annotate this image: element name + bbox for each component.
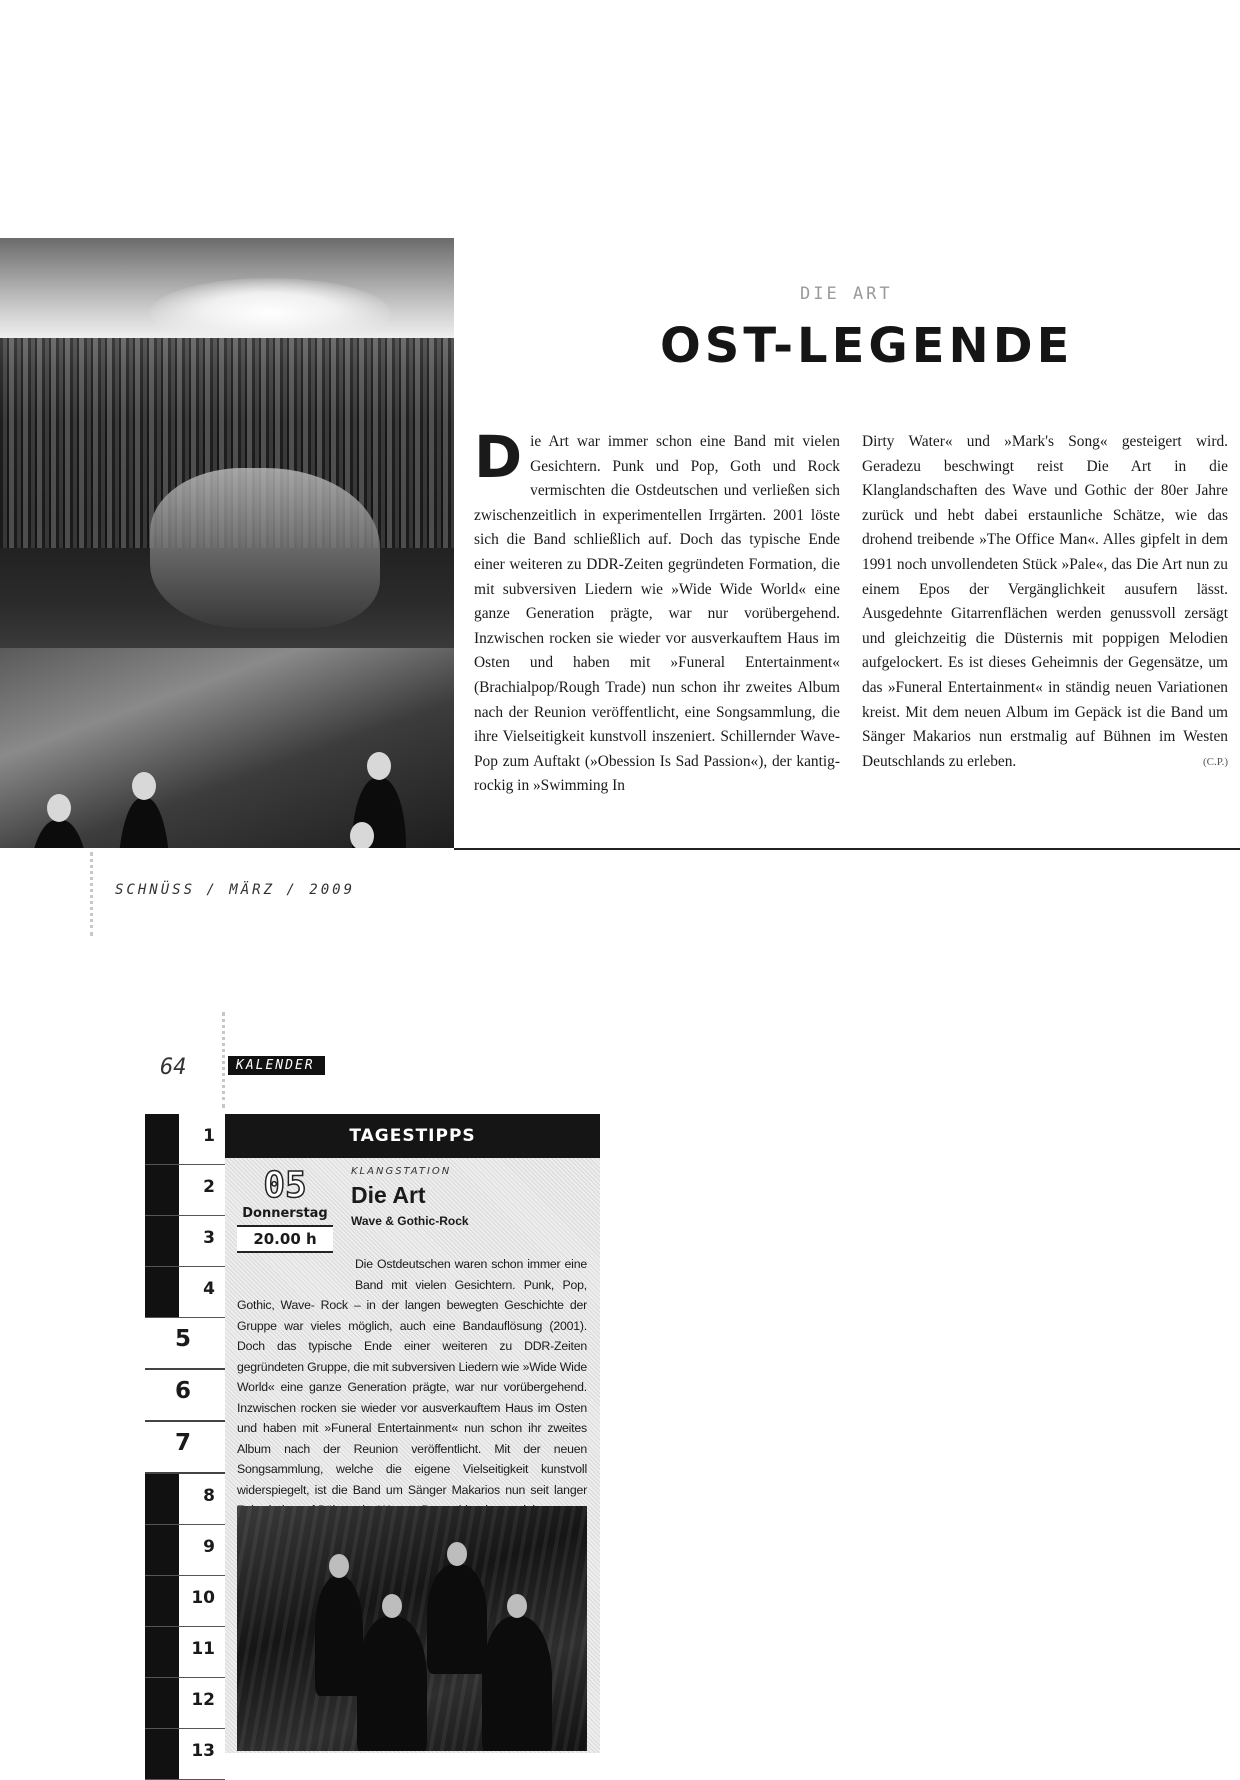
band-member (482, 1616, 552, 1751)
day-marker-bar (145, 1165, 179, 1215)
event-genre: Wave & Gothic-Rock (351, 1214, 469, 1228)
tips-header: TAGESTIPPS (225, 1114, 600, 1158)
day-number: 6 (175, 1378, 192, 1404)
calendar-day (145, 1318, 225, 1370)
band-member (315, 1576, 363, 1696)
day-marker-bar (145, 1576, 179, 1626)
lake (150, 468, 380, 628)
author-credit: (C.P.) (1202, 755, 1228, 768)
calendar-day (145, 1729, 225, 1780)
day-number: 13 (191, 1741, 215, 1761)
day-marker-bar (145, 1267, 179, 1317)
event-description (237, 1254, 587, 1521)
calendar-day (145, 1678, 225, 1729)
article-column-left (474, 423, 840, 799)
section-tag: KALENDER (228, 1056, 325, 1075)
day-number: 2 (203, 1177, 215, 1197)
event-weekday: Donnerstag (242, 1206, 328, 1221)
article-body (474, 423, 1240, 830)
article-kicker: DIE ART (800, 284, 893, 304)
band-photo-landscape (0, 238, 454, 848)
day-number: 9 (203, 1537, 215, 1557)
day-number: 8 (203, 1486, 215, 1506)
day-number: 1 (203, 1126, 215, 1146)
day-marker-bar (145, 1525, 179, 1575)
calendar-day (145, 1474, 225, 1525)
day-marker-bar (145, 1627, 179, 1677)
page-number: 64 (160, 1055, 187, 1080)
day-number: 4 (203, 1279, 215, 1299)
day-marker-bar (145, 1114, 179, 1164)
event-time: 20.00 h (237, 1225, 333, 1253)
day-marker-bar (145, 1729, 179, 1779)
day-marker-bar (145, 1474, 179, 1524)
day-number: 3 (203, 1228, 215, 1248)
calendar-day (145, 1216, 225, 1267)
event-description-text: Die Ostdeutschen waren schon immer eine Band mit vielen Gesichtern. Punk, Pop, Gothic, Wave- Rock – in der langen bewegten Geschichte der Gruppe war vieles möglich, auch eine Bandauflösung (2001). Doch das typische Ende einer weiteren zu DDR-Zeiten gegründeten Gruppe, die mit subversiven Liedern wie »Wide Wide World« eine ganze Generation prägte, war nur vorübergehend. Inzwischen rocken sie wieder vor ausverkauftem Haus im Osten und haben mit »Funeral Entertainment« nun schon ihr zweites Album nach der Reunion veröffentlicht. Mit der neuen Songsammlung, welche die eigene Vielseitigkeit kunstvoll widerspiegelt, ist die Band um Sänger Makarios nun seit langer (237, 1257, 587, 1497)
calendar-day (145, 1576, 225, 1627)
article-text-right: Dirty Water« und »Mark's Song« gesteigert wird. Geradezu beschwingt reist Die Art in die Klanglandschaften des Wave und Gothic der 80er Jahre zurück und hebt dabei erstaunliche Schätze, wie das drohend treibende »The Office Man«. Alles gipfelt in dem 1991 noch unvollendeten Stück »Pale«, das Die Art nun zu einem Epos der Vergänglichkeit ausufern lässt. Ausgedehnte Gitarrenflächen werden genussvoll zersägt und gleichzeitig die Düsternis mit poppigen Melodien aufgelockert. Es ist dieses Geheimnis der Gegensätze, um das »Funeral Entertainment« in ständig neuen Variationen kreist. Mit dem neuen Album im Gepäck ist die Band um Sänger Makarios nun erstmalig auf Bühnen im Westen Deutschlands zu erleben. (862, 433, 1228, 770)
day-marker-bar (145, 1678, 179, 1728)
calendar-day (145, 1165, 225, 1216)
calendar-day (145, 1422, 225, 1474)
day-marker-bar (145, 1216, 179, 1266)
page-footer: SCHNÜSS / MÄRZ / 2009 (115, 882, 356, 898)
dotted-divider (90, 852, 93, 936)
band-member (357, 1616, 427, 1751)
drop-cap: D (474, 423, 523, 491)
event-day: 05 (263, 1165, 307, 1206)
day-column (145, 1114, 225, 1780)
divider-rule (454, 848, 1240, 850)
tagestipps-box (225, 1114, 600, 1753)
band-member (427, 1564, 487, 1674)
calendar-day (145, 1114, 225, 1165)
dotted-divider (222, 1012, 225, 1108)
band-photo-group (237, 1506, 587, 1751)
date-block (237, 1165, 333, 1253)
calendar-day (145, 1525, 225, 1576)
calendar-day (145, 1627, 225, 1678)
calendar-day (145, 1267, 225, 1318)
article-text-left: ie Art war immer schon eine Band mit vielen Gesichtern. Punk und Pop, Goth und Rock vermischten die Ostdeutschen und verließen sich zwischenzeitlich in experimentellen Irrgärten. 2001 löste sich die Band schließlich auf. Doch das typische Ende einer weiteren zu DDR-Zeiten gegründeten Formation, die mit subversiven Liedern wie »Wide Wide World« eine ganze Generation prägte, war nur vorübergehend. Inzwischen rocken sie wieder vor ausverkauftem Haus im Osten und haben mit »Funeral Entertainment« (Brachialpop/Rough Trade) nun schon ihr zweites Album nach der Reunion veröffentlicht, eine Songsammlung, die ihre Vielseitigkeit kunstvoll inszeniert. Schillernder Wave-Pop zum Auftakt (»Obession Is Sad Passion«), der kantig-rockig in »Swimming In (474, 433, 840, 795)
article-headline: OST-LEGENDE (660, 318, 1074, 374)
calendar-day (145, 1370, 225, 1422)
day-number: 11 (191, 1639, 215, 1659)
day-number: 12 (191, 1690, 215, 1710)
day-number: 10 (191, 1588, 215, 1608)
event-venue: KLANGSTATION (351, 1166, 452, 1177)
article-column-right (862, 430, 1228, 774)
day-number: 7 (175, 1430, 192, 1456)
event-title: Die Art (351, 1182, 426, 1208)
day-number: 5 (175, 1326, 192, 1352)
